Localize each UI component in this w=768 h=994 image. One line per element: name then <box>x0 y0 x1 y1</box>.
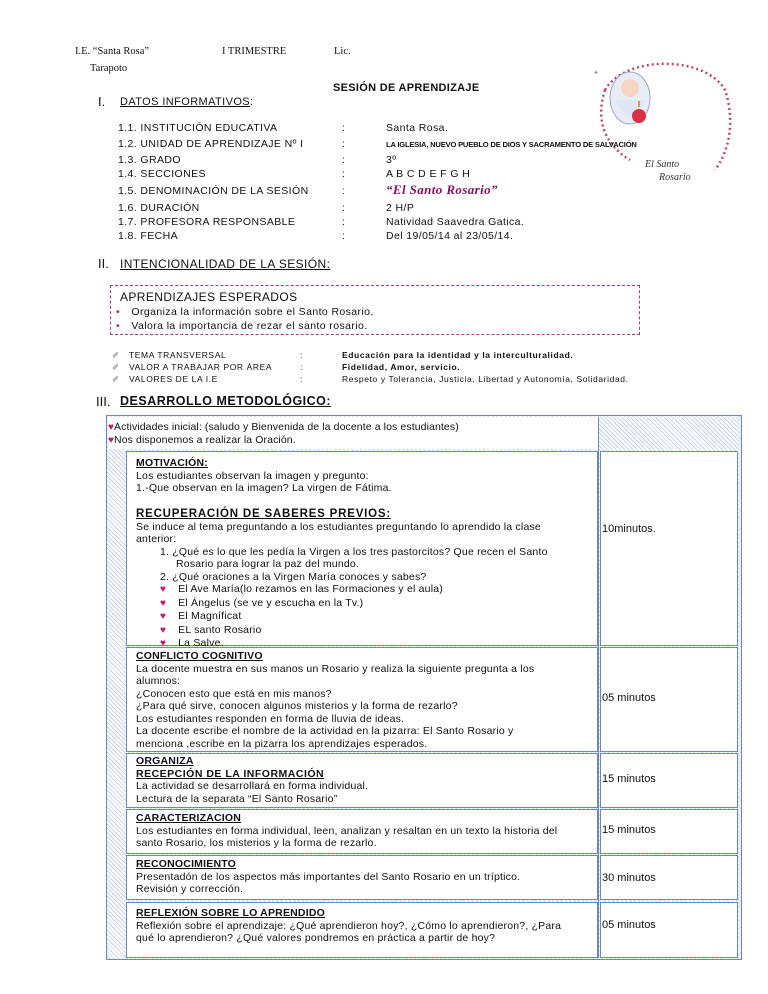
info-value: Natividad Saavedra Gatica. <box>386 216 525 228</box>
svg-text:✦: ✦ <box>593 69 599 77</box>
info-value: Del 19/05/14 al 23/05/14. <box>386 230 514 242</box>
city-label: Tarapoto <box>90 63 128 74</box>
conflict-line: menciona ,escribe en la pizarra los aprendizajes esperados. <box>136 737 428 750</box>
info-value: 2 H/P <box>386 202 415 214</box>
theme-label: VALOR A TRABAJAR POR ÁREA <box>129 362 273 372</box>
image-caption-1: El Santo <box>645 159 680 170</box>
time-conflict: 05 minutos <box>602 692 656 704</box>
characterization-line: Los estudiantes en forma individual, leen, analizan y resaltan en un texto la historia del <box>136 824 558 837</box>
heart-icon: ♥ <box>160 638 167 649</box>
organize-line: Lectura de la separata “El Santo Rosario” <box>136 792 338 805</box>
recognition-line: Presentadón de los aspectos más importantes del Santo Rosario en un tríptico. <box>136 870 521 883</box>
question-1-answer: Rosario para lograr la paz del mundo. <box>176 558 360 570</box>
motivation-title: MOTIVACIÓN: <box>136 457 208 469</box>
info-row <box>118 216 738 230</box>
info-sep: : <box>342 154 346 166</box>
section2-title: INTENCIONALIDAD DE LA SESIÓN: <box>120 257 331 271</box>
characterization-title: CARACTERIZACION <box>136 812 242 824</box>
recognition-title: RECONOCIMIENTO <box>136 858 237 870</box>
info-label: 1.3. GRADO <box>118 154 181 166</box>
section1-heading <box>120 96 254 108</box>
info-label: 1.1. INSTITUCIÓN EDUCATIVA <box>118 122 278 134</box>
intro-line <box>108 434 296 446</box>
prior-knowledge-line: Se induce al tema preguntando a los estudiantes preguntando lo aprendido la clase <box>136 520 541 533</box>
conflict-block <box>136 650 588 750</box>
session-name-value: “El Santo Rosario” <box>386 182 498 197</box>
section2-number: II. <box>98 256 109 271</box>
reflection-block <box>136 907 588 945</box>
section3-number: III. <box>96 394 111 409</box>
conflict-line: La docente muestra en sus manos un Rosario y realiza la siguiente pregunta a los <box>136 662 535 675</box>
info-value: A B C D E F G H <box>386 168 471 180</box>
info-sep: : <box>342 230 346 242</box>
motivation-block <box>136 457 588 495</box>
organize-title: ORGANIZA <box>136 755 194 767</box>
info-row <box>118 230 738 244</box>
characterization-line: santo Rosario, los misterios y la forma de rezarlo. <box>136 837 377 849</box>
info-row <box>118 202 738 216</box>
recognition-block <box>136 858 588 896</box>
term-label: I TRIMESTRE <box>222 46 287 57</box>
prayer-item <box>136 610 588 624</box>
conflict-line: alumnos: <box>136 675 181 687</box>
time-cell <box>600 451 738 646</box>
time-reflection: 05 minutos <box>602 919 656 931</box>
reflection-line: qué lo aprendieron? ¿Qué valores pondremos en práctica a partir de hoy? <box>136 932 496 944</box>
info-label: 1.8. FECHA <box>118 230 179 242</box>
recognition-line: Revisión y corrección. <box>136 883 244 895</box>
reflection-title: REFLEXIÓN SOBRE LO APRENDIDO <box>136 907 325 919</box>
intro-text: Nos disponemos a realizar la Oración. <box>114 434 296 446</box>
image-caption-2: Rosario <box>659 172 691 183</box>
info-row <box>118 138 738 152</box>
motivation-line: 1.-Que observan en la imagen? La virgen de Fátima. <box>136 482 392 494</box>
theme-value: Educación para la identidad y la interculturalidad. <box>342 350 574 360</box>
outcome-text: Valora la importancia de rezar el santo rosario. <box>131 320 368 332</box>
heart-icon: ♥ <box>160 597 167 609</box>
outcome-item <box>116 306 374 318</box>
heart-icon: ♥ <box>160 611 167 622</box>
theme-row <box>112 362 672 373</box>
theme-sep: : <box>300 350 303 360</box>
info-label: 1.6. DURACIÓN <box>118 202 200 214</box>
pencil-icon: ✐ <box>112 350 120 360</box>
organize-line: La actividad se desarrollará en forma individual. <box>136 780 369 792</box>
info-sep: : <box>342 168 346 180</box>
heart-icon: ♥ <box>108 422 115 433</box>
theme-value: Respeto y Tolerancia, Justicia, Libertad y Autonomía, Solidaridad. <box>342 374 629 384</box>
conflict-title: CONFLICTO COGNITIVO <box>136 650 263 662</box>
section1-title: DATOS INFORMATIVOS <box>120 96 251 108</box>
section1-number: I. <box>98 94 106 109</box>
outcome-text: Organiza la información sobre el Santo Rosario. <box>131 306 374 318</box>
time-organize: 15 minutos <box>602 773 656 785</box>
conflict-line: La docente escribe el nombre de la actividad en la pizarra: El Santo Rosario y <box>136 725 514 737</box>
intro-text: Actividades inicial: (saludo y Bienvenida de la docente a los estudiantes) <box>114 421 459 433</box>
prayer-text: EL santo Rosario <box>178 623 262 636</box>
motivation-line: Los estudiantes observan la imagen y pregunto: <box>136 469 369 482</box>
theme-sep: : <box>300 374 303 384</box>
prayer-item <box>136 624 588 638</box>
heart-icon: ♥ <box>160 584 167 595</box>
prior-knowledge-title: RECUPERACIÓN DE SABERES PREVIOS: <box>136 508 391 520</box>
prior-knowledge-block <box>136 508 588 651</box>
info-sep: : <box>342 216 346 228</box>
question-2: 2. ¿Qué oraciones a la Virgen María conoces y sabes? <box>160 570 427 583</box>
conflict-line: ¿Para qué sirve, conocen algunos misterios y la forma de rezarlo? <box>136 700 458 712</box>
characterization-block <box>136 812 588 850</box>
info-sep: : <box>342 185 346 197</box>
info-label: 1.2. UNIDAD DE APRENDIZAJE Nº I <box>118 138 304 150</box>
time-prior-knowledge: 10minutos. <box>602 523 656 535</box>
prayer-text: El Magníficat <box>178 610 242 622</box>
organize-block <box>136 755 588 805</box>
info-label: 1.4. SECCIONES <box>118 168 206 180</box>
heart-icon: ♥ <box>108 435 115 446</box>
section1-colon: : <box>250 96 254 108</box>
outcome-item <box>116 320 368 332</box>
info-row <box>118 122 738 136</box>
theme-row <box>112 374 672 385</box>
learning-outcomes-title: APRENDIZAJES ESPERADOS <box>120 290 298 304</box>
time-characterization: 15 minutos <box>602 824 656 836</box>
question-1: 1. ¿Qué es lo que les pedía la Virgen a los tres pastorcitos? Que recen el Santo <box>160 545 548 558</box>
prayer-item <box>136 583 588 597</box>
prayer-item <box>136 597 588 611</box>
section3-title: DESARROLLO METODOLÓGICO: <box>120 394 332 408</box>
prayer-item <box>136 637 588 651</box>
pencil-icon: ✐ <box>112 374 120 384</box>
pencil-icon: ✐ <box>112 362 120 372</box>
time-recognition: 30 minutos <box>602 872 656 884</box>
theme-value: Fidelidad, Amor, servicio. <box>342 362 461 372</box>
prior-knowledge-line: anterior: <box>136 533 177 545</box>
organize-subtitle: RECEPCIÓN DE LA INFORMACIÓN <box>136 767 325 780</box>
conflict-line: Los estudiantes responden en forma de lluvia de ideas. <box>136 712 405 725</box>
page-title: SESIÓN DE APRENDIZAJE <box>333 82 480 94</box>
theme-sep: : <box>300 362 303 372</box>
info-row <box>118 182 738 199</box>
info-label: 1.5. DENOMINACIÓN DE LA SESIÓN <box>118 185 309 197</box>
info-row <box>118 168 738 182</box>
reflection-line: Reflexión sobre el aprendizaje: ¿Qué aprendieron hoy?, ¿Cómo lo aprendieron?, ¿Para <box>136 919 562 932</box>
conflict-line: ¿Conocen esto que está en mis manos? <box>136 687 332 700</box>
intro-line <box>108 421 459 433</box>
prayer-text: El Ángelus (se ve y escucha en la Tv.) <box>178 596 364 609</box>
bullet-icon: • <box>116 306 121 318</box>
heart-icon: ♥ <box>160 624 167 636</box>
lic-label: Lic. <box>334 46 351 57</box>
info-value: Santa Rosa. <box>386 122 449 134</box>
theme-label: TEMA TRANSVERSAL <box>129 350 227 360</box>
info-row <box>118 154 738 168</box>
info-value: LA IGLESIA, NUEVO PUEBLO DE DIOS Y SACRAMENTO DE SALVACIÓN <box>386 140 637 149</box>
info-value: 3º <box>386 154 397 166</box>
info-sep: : <box>342 202 346 214</box>
theme-label: VALORES DE LA I.E <box>129 374 218 384</box>
prayer-text: La Salve. <box>178 637 224 649</box>
info-sep: : <box>342 138 346 150</box>
prayer-text: El Ave María(lo rezamos en las Formaciones y el aula) <box>178 583 443 595</box>
info-label: 1.7. PROFESORA RESPONSABLE <box>118 216 296 228</box>
bullet-icon: • <box>116 320 121 332</box>
school-name: I.E. “Santa Rosa” <box>75 46 150 57</box>
info-sep: : <box>342 122 346 134</box>
theme-row <box>112 350 672 361</box>
